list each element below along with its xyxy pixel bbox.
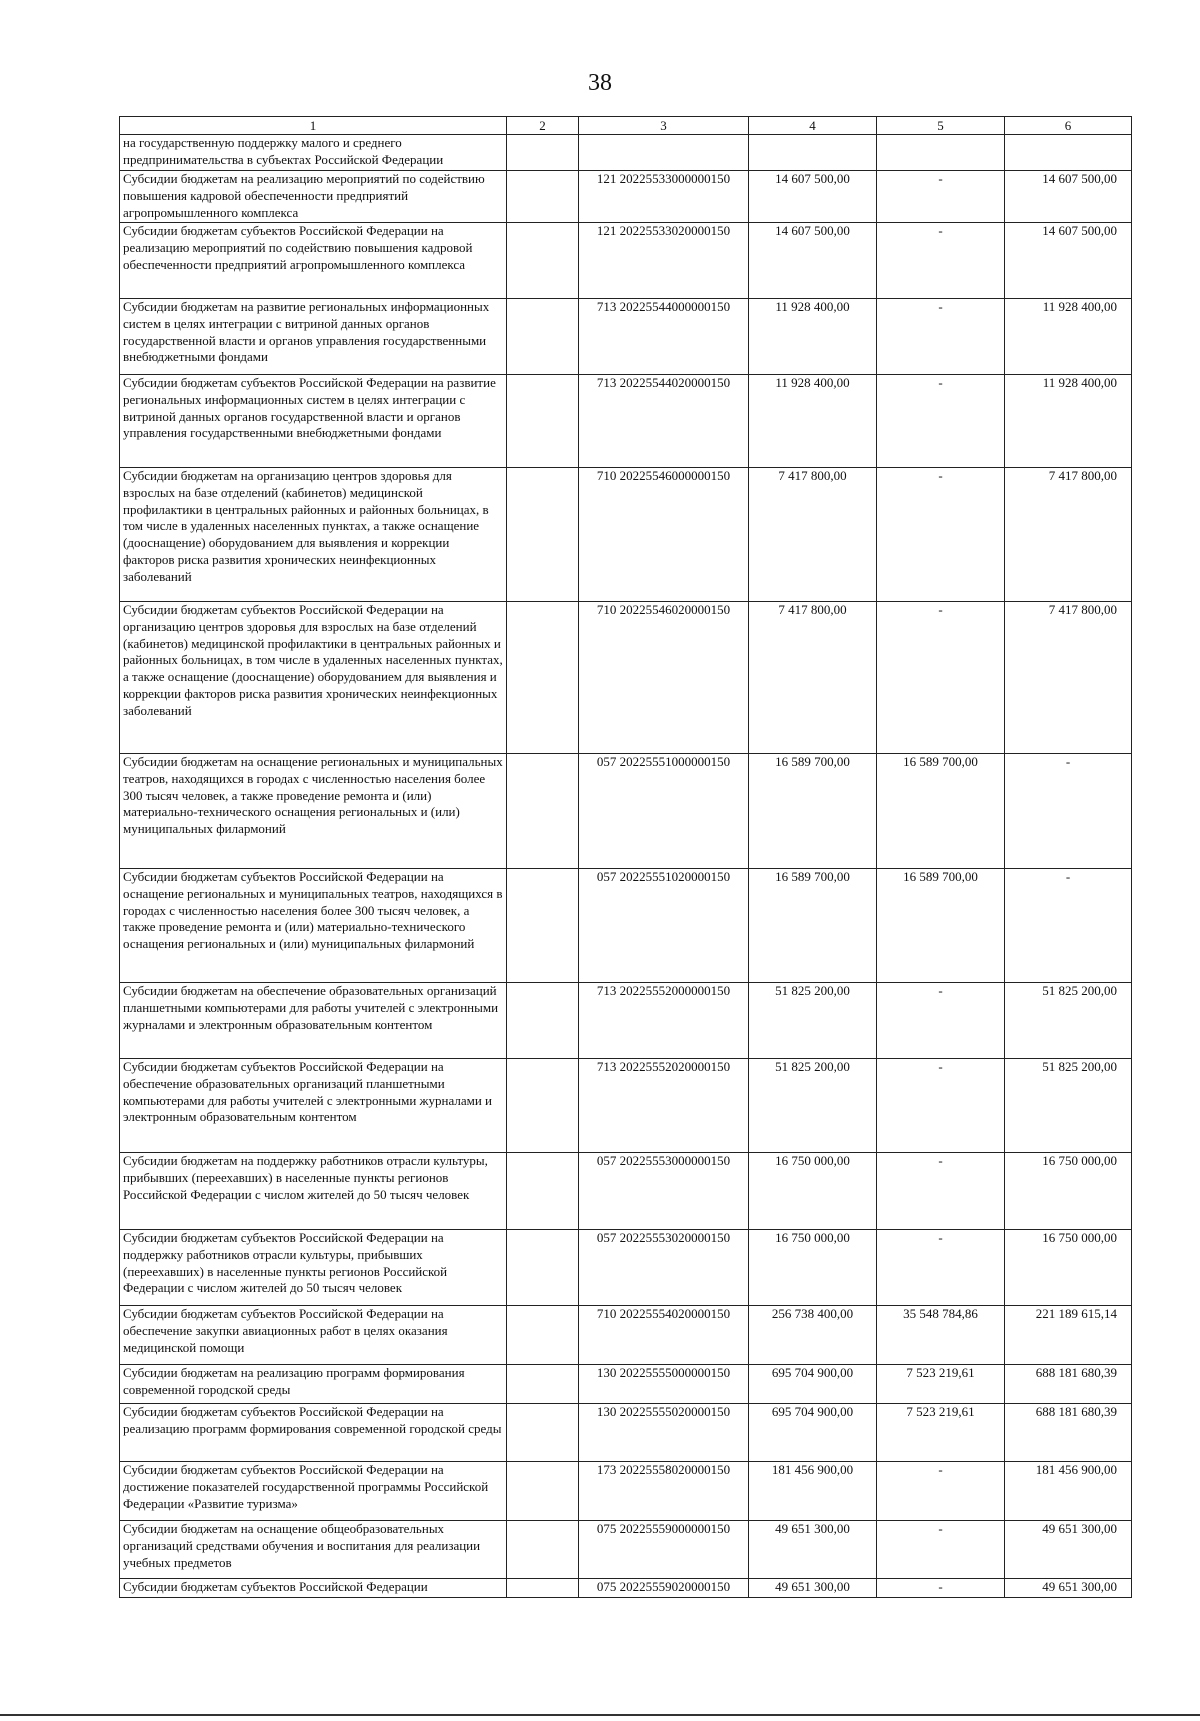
row-col4: 16 589 700,00 [749, 754, 877, 869]
row-code: 075 20225559000000150 [579, 1521, 749, 1579]
row-col2 [507, 983, 579, 1059]
column-header: 4 [749, 117, 877, 135]
table-row [120, 754, 1132, 869]
row-description: Субсидии бюджетам на реализацию мероприятий по содействию повышения кадровой обеспеченности предприятий агропромышленного комплекса [120, 171, 507, 223]
row-col2 [507, 602, 579, 754]
row-col2 [507, 1404, 579, 1462]
row-col4: 256 738 400,00 [749, 1306, 877, 1365]
table-row [120, 135, 1132, 171]
row-col4 [749, 135, 877, 171]
table-row [120, 171, 1132, 223]
row-col4: 14 607 500,00 [749, 223, 877, 299]
row-col2 [507, 1365, 579, 1404]
row-col2 [507, 869, 579, 983]
row-col5: - [877, 1462, 1005, 1521]
row-col6: 49 651 300,00 [1005, 1521, 1132, 1579]
row-description: Субсидии бюджетам на оснащение общеобразовательных организаций средствами обучения и воспитания для реализации учебных предметов [120, 1521, 507, 1579]
row-code: 713 20225552020000150 [579, 1059, 749, 1153]
row-col2 [507, 1579, 579, 1598]
row-col5: - [877, 171, 1005, 223]
row-col5: 16 589 700,00 [877, 869, 1005, 983]
row-col5: - [877, 1521, 1005, 1579]
row-description: Субсидии бюджетам субъектов Российской Федерации [120, 1579, 507, 1598]
row-col4: 49 651 300,00 [749, 1521, 877, 1579]
table-row [120, 869, 1132, 983]
table-row [120, 983, 1132, 1059]
row-col4: 695 704 900,00 [749, 1365, 877, 1404]
header-row [120, 117, 1132, 135]
table-row [120, 1153, 1132, 1230]
row-code: 713 20225552000000150 [579, 983, 749, 1059]
row-col6 [1005, 135, 1132, 171]
row-description: Субсидии бюджетам субъектов Российской Федерации на поддержку работников отрасли культуры, прибывших (переехавших) в населенные пункты регионов Российской Федерации с числом жителей до 50 тысяч человек [120, 1230, 507, 1306]
row-col5: - [877, 223, 1005, 299]
row-code: 130 20225555020000150 [579, 1404, 749, 1462]
row-code [579, 135, 749, 171]
row-col4: 14 607 500,00 [749, 171, 877, 223]
row-description: Субсидии бюджетам на оснащение региональных и муниципальных театров, находящихся в городах с численностью населения более 300 тысяч человек, а также проведение ремонта и (или) материально-технического оснащения региональных и (или) муниципальных филармоний [120, 754, 507, 869]
table-row [120, 375, 1132, 468]
row-description: Субсидии бюджетам субъектов Российской Федерации на развитие региональных информационных систем в целях интеграции с витриной данных органов государственной власти и органов управления государственными внебюджетными фондами [120, 375, 507, 468]
row-col6: 11 928 400,00 [1005, 299, 1132, 375]
row-code: 057 20225553020000150 [579, 1230, 749, 1306]
row-description: Субсидии бюджетам субъектов Российской Федерации на реализацию мероприятий по содействию повышения кадровой обеспеченности предприятий агропромышленного комплекса [120, 223, 507, 299]
row-col5: 7 523 219,61 [877, 1404, 1005, 1462]
row-col6: 181 456 900,00 [1005, 1462, 1132, 1521]
column-header: 3 [579, 117, 749, 135]
row-col2 [507, 1230, 579, 1306]
row-col4: 49 651 300,00 [749, 1579, 877, 1598]
row-col5: - [877, 375, 1005, 468]
row-col6: - [1005, 869, 1132, 983]
row-col4: 7 417 800,00 [749, 602, 877, 754]
table-row [120, 299, 1132, 375]
column-header: 2 [507, 117, 579, 135]
table-row [120, 468, 1132, 602]
row-description: Субсидии бюджетам на организацию центров здоровья для взрослых на базе отделений (кабинетов) медицинской профилактики в центральных районных и районных больницах, в том числе в удаленных населенных пунктах, а также оснащение (дооснащение) оборудованием для выявления и коррекции факторов риска развития хронических неинфекционных заболеваний [120, 468, 507, 602]
row-col5 [877, 135, 1005, 171]
row-col5: - [877, 299, 1005, 375]
row-description: Субсидии бюджетам на поддержку работников отрасли культуры, прибывших (переехавших) в населенные пункты регионов Российской Федерации с числом жителей до 50 тысяч человек [120, 1153, 507, 1230]
row-col4: 16 589 700,00 [749, 869, 877, 983]
row-description: Субсидии бюджетам на реализацию программ формирования современной городской среды [120, 1365, 507, 1404]
row-description: Субсидии бюджетам на обеспечение образовательных организаций планшетными компьютерами для работы учителей с электронными журналами и электронным образовательным контентом [120, 983, 507, 1059]
row-code: 710 20225546020000150 [579, 602, 749, 754]
table-row [120, 1462, 1132, 1521]
scan-bottom-edge [0, 1714, 1200, 1716]
row-col2 [507, 1059, 579, 1153]
row-col2 [507, 171, 579, 223]
row-description: Субсидии бюджетам субъектов Российской Федерации на достижение показателей государственной программы Российской Федерации «Развитие туризма» [120, 1462, 507, 1521]
row-col4: 181 456 900,00 [749, 1462, 877, 1521]
row-col6: 221 189 615,14 [1005, 1306, 1132, 1365]
row-col2 [507, 1306, 579, 1365]
row-col6: 14 607 500,00 [1005, 171, 1132, 223]
table-row [120, 1230, 1132, 1306]
row-col4: 16 750 000,00 [749, 1230, 877, 1306]
row-description: Субсидии бюджетам на развитие региональных информационных систем в целях интеграции с витриной данных органов государственной власти и органов управления государственными внебюджетными фондами [120, 299, 507, 375]
row-col2 [507, 135, 579, 171]
table-row [120, 1404, 1132, 1462]
row-col6: 16 750 000,00 [1005, 1153, 1132, 1230]
row-code: 121 20225533020000150 [579, 223, 749, 299]
row-col4: 11 928 400,00 [749, 375, 877, 468]
row-col6: 11 928 400,00 [1005, 375, 1132, 468]
column-header: 6 [1005, 117, 1132, 135]
row-col5: 16 589 700,00 [877, 754, 1005, 869]
table-row [120, 1365, 1132, 1404]
row-code: 057 20225553000000150 [579, 1153, 749, 1230]
row-col6: 688 181 680,39 [1005, 1404, 1132, 1462]
row-description: Субсидии бюджетам субъектов Российской Федерации на реализацию программ формирования современной городской среды [120, 1404, 507, 1462]
row-col6: 16 750 000,00 [1005, 1230, 1132, 1306]
row-col6: 7 417 800,00 [1005, 602, 1132, 754]
row-code: 075 20225559020000150 [579, 1579, 749, 1598]
row-code: 710 20225546000000150 [579, 468, 749, 602]
row-col2 [507, 223, 579, 299]
row-code: 713 20225544000000150 [579, 299, 749, 375]
row-code: 057 20225551020000150 [579, 869, 749, 983]
row-col5: - [877, 983, 1005, 1059]
row-code: 057 20225551000000150 [579, 754, 749, 869]
row-col2 [507, 754, 579, 869]
row-col2 [507, 375, 579, 468]
row-col5: - [877, 1230, 1005, 1306]
row-code: 130 20225555000000150 [579, 1365, 749, 1404]
row-col5: - [877, 1153, 1005, 1230]
row-col4: 16 750 000,00 [749, 1153, 877, 1230]
row-description: Субсидии бюджетам субъектов Российской Федерации на организацию центров здоровья для взрослых на базе отделений (кабинетов) медицинской профилактики в центральных районных и районных больницах, в том числе в удаленных населенных пунктах, а также оснащение (дооснащение) оборудованием для выявления и коррекции факторов риска развития хронических неинфекционных заболеваний [120, 602, 507, 754]
row-col5: - [877, 602, 1005, 754]
row-col4: 51 825 200,00 [749, 983, 877, 1059]
row-description: Субсидии бюджетам субъектов Российской Федерации на оснащение региональных и муниципальных театров, находящихся в городах с численностью населения более 300 тысяч человек, а также проведение ремонта и (или) материально-технического оснащения региональных и (или) муниципальных филармоний [120, 869, 507, 983]
row-description: на государственную поддержку малого и среднего предпринимательства в субъектах Российской Федерации [120, 135, 507, 171]
table-row [120, 602, 1132, 754]
row-col4: 51 825 200,00 [749, 1059, 877, 1153]
row-col5: - [877, 1059, 1005, 1153]
row-col6: 7 417 800,00 [1005, 468, 1132, 602]
row-code: 710 20225554020000150 [579, 1306, 749, 1365]
row-col5: - [877, 468, 1005, 602]
row-code: 713 20225544020000150 [579, 375, 749, 468]
table-row [120, 1306, 1132, 1365]
column-header: 1 [120, 117, 507, 135]
row-col2 [507, 299, 579, 375]
row-col5: - [877, 1579, 1005, 1598]
row-col6: 14 607 500,00 [1005, 223, 1132, 299]
row-col6: 51 825 200,00 [1005, 983, 1132, 1059]
row-col6: 688 181 680,39 [1005, 1365, 1132, 1404]
row-col2 [507, 1153, 579, 1230]
table-row [120, 1059, 1132, 1153]
budget-table [119, 116, 1132, 1598]
page-number: 38 [588, 70, 612, 96]
row-col5: 7 523 219,61 [877, 1365, 1005, 1404]
row-code: 173 20225558020000150 [579, 1462, 749, 1521]
column-header: 5 [877, 117, 1005, 135]
row-col4: 11 928 400,00 [749, 299, 877, 375]
row-col2 [507, 468, 579, 602]
table-row [120, 1579, 1132, 1598]
row-col2 [507, 1521, 579, 1579]
row-col2 [507, 1462, 579, 1521]
row-col5: 35 548 784,86 [877, 1306, 1005, 1365]
table-row [120, 1521, 1132, 1579]
row-code: 121 20225533000000150 [579, 171, 749, 223]
row-col6: - [1005, 754, 1132, 869]
row-col4: 7 417 800,00 [749, 468, 877, 602]
row-col6: 49 651 300,00 [1005, 1579, 1132, 1598]
row-description: Субсидии бюджетам субъектов Российской Федерации на обеспечение закупки авиационных работ в целях оказания медицинской помощи [120, 1306, 507, 1365]
row-col6: 51 825 200,00 [1005, 1059, 1132, 1153]
row-col4: 695 704 900,00 [749, 1404, 877, 1462]
row-description: Субсидии бюджетам субъектов Российской Федерации на обеспечение образовательных организаций планшетными компьютерами для работы учителей с электронными журналами и электронным образовательным контентом [120, 1059, 507, 1153]
table-row [120, 223, 1132, 299]
